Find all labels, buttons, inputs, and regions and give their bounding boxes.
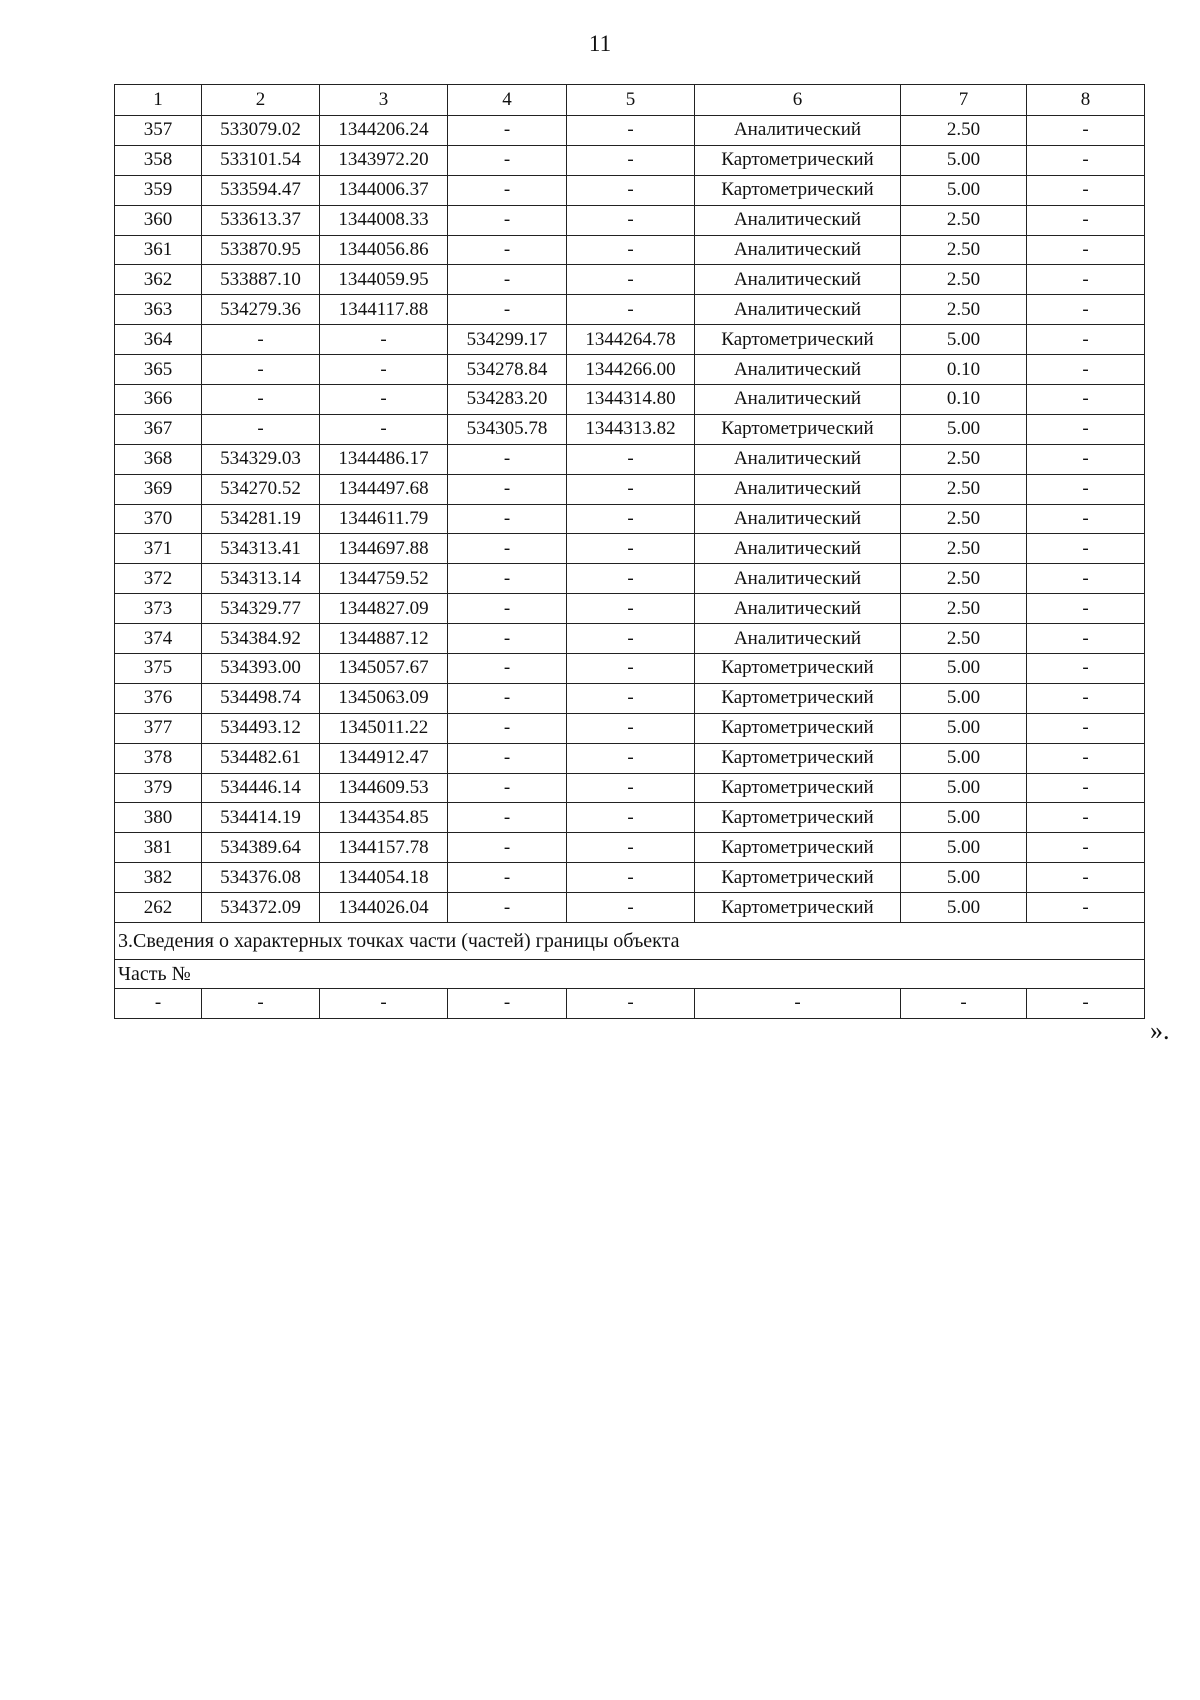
table-row (115, 743, 1145, 773)
table-cell: 2.50 (901, 205, 1027, 235)
table-cell: - (448, 116, 567, 146)
table-cell: - (1027, 683, 1145, 713)
table-cell: - (448, 235, 567, 265)
table-cell: Картометрический (695, 803, 901, 833)
table-cell: 1344827.09 (320, 594, 448, 624)
table-cell: 1344266.00 (567, 355, 695, 385)
table-row (115, 116, 1145, 146)
table-cell: 534279.36 (202, 295, 320, 325)
table-cell: - (448, 893, 567, 923)
table-cell: 0.10 (901, 385, 1027, 415)
header-cell: 1 (115, 85, 202, 116)
table-row (115, 474, 1145, 504)
table-cell: 534329.03 (202, 444, 320, 474)
table-cell: 2.50 (901, 624, 1027, 654)
table-cell: 1344314.80 (567, 385, 695, 415)
table-cell: - (202, 989, 320, 1019)
table-cell: 1344026.04 (320, 893, 448, 923)
table-cell: - (448, 564, 567, 594)
table-cell: 357 (115, 116, 202, 146)
table-row (115, 145, 1145, 175)
table-cell: 2.50 (901, 295, 1027, 325)
table-cell: Аналитический (695, 385, 901, 415)
header-cell: 7 (901, 85, 1027, 116)
table-cell: 1344264.78 (567, 325, 695, 355)
table-cell: - (567, 205, 695, 235)
table-cell: - (448, 863, 567, 893)
table-cell: - (567, 773, 695, 803)
table-row (115, 325, 1145, 355)
table-cell: - (320, 414, 448, 444)
table-cell: - (567, 295, 695, 325)
table-cell: - (202, 414, 320, 444)
table-cell: - (320, 355, 448, 385)
table-cell: - (320, 385, 448, 415)
table-cell: Картометрический (695, 175, 901, 205)
table-cell: 375 (115, 654, 202, 684)
table-cell: 534278.84 (448, 355, 567, 385)
table-cell: 534270.52 (202, 474, 320, 504)
table-cell: Аналитический (695, 504, 901, 534)
table-cell: - (567, 713, 695, 743)
table-cell: - (1027, 833, 1145, 863)
table-cell: - (567, 863, 695, 893)
table-cell: 1344697.88 (320, 534, 448, 564)
table-cell: 534313.41 (202, 534, 320, 564)
table-cell: - (1027, 355, 1145, 385)
table-cell: 5.00 (901, 863, 1027, 893)
table-cell: - (1027, 265, 1145, 295)
table-cell: - (567, 594, 695, 624)
header-row (115, 85, 1145, 116)
table-cell: - (567, 474, 695, 504)
table-cell: 372 (115, 564, 202, 594)
page-number: 11 (588, 31, 612, 56)
table-cell: - (1027, 803, 1145, 833)
table-cell: - (1027, 594, 1145, 624)
table-cell: - (448, 175, 567, 205)
table-cell: 2.50 (901, 594, 1027, 624)
table-cell: - (448, 624, 567, 654)
table-cell: - (448, 833, 567, 863)
part-row (115, 989, 1145, 1019)
table-cell: 1344759.52 (320, 564, 448, 594)
table-cell: 369 (115, 474, 202, 504)
table-cell: 377 (115, 713, 202, 743)
table-row (115, 863, 1145, 893)
table-row (115, 564, 1145, 594)
table-row (115, 414, 1145, 444)
table-cell: - (1027, 175, 1145, 205)
table-cell: - (1027, 863, 1145, 893)
table-row (115, 773, 1145, 803)
table-cell: Аналитический (695, 444, 901, 474)
table-cell: Аналитический (695, 564, 901, 594)
section-title: 3.Сведения о характерных точках части (частей) границы объекта (115, 923, 1145, 960)
table-cell: 5.00 (901, 414, 1027, 444)
table-cell: 533079.02 (202, 116, 320, 146)
table-cell: 374 (115, 624, 202, 654)
table-cell: - (567, 116, 695, 146)
table-cell: 533870.95 (202, 235, 320, 265)
table-cell: Аналитический (695, 235, 901, 265)
table-cell: - (567, 564, 695, 594)
table-row (115, 624, 1145, 654)
table-cell: - (567, 989, 695, 1019)
table-cell: - (320, 325, 448, 355)
table-cell: - (567, 803, 695, 833)
table-cell: - (1027, 235, 1145, 265)
table-cell: Аналитический (695, 295, 901, 325)
table-cell: 534498.74 (202, 683, 320, 713)
table-cell: 380 (115, 803, 202, 833)
table-cell: 534376.08 (202, 863, 320, 893)
table-cell: 370 (115, 504, 202, 534)
table-cell: - (448, 683, 567, 713)
table-cell: 533101.54 (202, 145, 320, 175)
table-body (115, 85, 1145, 1019)
table-cell: - (1027, 743, 1145, 773)
table-cell: 5.00 (901, 713, 1027, 743)
header-cell: 6 (695, 85, 901, 116)
table-cell: - (567, 145, 695, 175)
table-cell: - (1027, 893, 1145, 923)
table-cell: Картометрический (695, 145, 901, 175)
table-cell: 534372.09 (202, 893, 320, 923)
table-cell: 1344354.85 (320, 803, 448, 833)
table-cell: - (1027, 145, 1145, 175)
table-cell: - (1027, 295, 1145, 325)
table-cell: - (1027, 325, 1145, 355)
table-cell: - (448, 594, 567, 624)
header-cell: 8 (1027, 85, 1145, 116)
table-row (115, 683, 1145, 713)
table-cell: 364 (115, 325, 202, 355)
table-cell: Картометрический (695, 654, 901, 684)
table-cell: 2.50 (901, 235, 1027, 265)
table-cell: - (567, 683, 695, 713)
table-cell: - (448, 743, 567, 773)
table-cell: 1344206.24 (320, 116, 448, 146)
header-cell: 3 (320, 85, 448, 116)
table-cell: 534493.12 (202, 713, 320, 743)
table-cell: Картометрический (695, 713, 901, 743)
table-cell: 379 (115, 773, 202, 803)
table-cell: 2.50 (901, 265, 1027, 295)
table-cell: - (567, 444, 695, 474)
table-cell: 1343972.20 (320, 145, 448, 175)
table-cell: - (1027, 989, 1145, 1019)
table-cell: 2.50 (901, 444, 1027, 474)
table-cell: 358 (115, 145, 202, 175)
table-cell: - (448, 265, 567, 295)
table-cell: Аналитический (695, 594, 901, 624)
table-cell: 368 (115, 444, 202, 474)
table-cell: 1345011.22 (320, 713, 448, 743)
table-row (115, 295, 1145, 325)
table-cell: Аналитический (695, 624, 901, 654)
table-cell: 534446.14 (202, 773, 320, 803)
table-cell: 5.00 (901, 145, 1027, 175)
table-cell: 367 (115, 414, 202, 444)
table-cell: 533594.47 (202, 175, 320, 205)
table-cell: - (1027, 713, 1145, 743)
table-cell: 534281.19 (202, 504, 320, 534)
table-cell: 2.50 (901, 534, 1027, 564)
table-row (115, 205, 1145, 235)
table-cell: 1344887.12 (320, 624, 448, 654)
table-row (115, 385, 1145, 415)
table-cell: - (901, 989, 1027, 1019)
table-row (115, 265, 1145, 295)
table-row (115, 713, 1145, 743)
table-cell: - (567, 504, 695, 534)
table-cell: 366 (115, 385, 202, 415)
table-cell: Аналитический (695, 265, 901, 295)
table-cell: 2.50 (901, 564, 1027, 594)
table-cell: 5.00 (901, 654, 1027, 684)
table-cell: 1344313.82 (567, 414, 695, 444)
table-cell: Картометрический (695, 683, 901, 713)
table-cell: 534393.00 (202, 654, 320, 684)
table-cell: - (567, 654, 695, 684)
table-cell: 381 (115, 833, 202, 863)
table-cell: 1344059.95 (320, 265, 448, 295)
table-cell: - (567, 833, 695, 863)
table-cell: - (448, 504, 567, 534)
table-cell: - (567, 893, 695, 923)
closing-quote: ». (1150, 1016, 1170, 1045)
table-cell: Аналитический (695, 116, 901, 146)
table-cell: - (448, 773, 567, 803)
table-cell: Картометрический (695, 325, 901, 355)
table-cell: 1344611.79 (320, 504, 448, 534)
table-cell: - (567, 175, 695, 205)
table-cell: 1344054.18 (320, 863, 448, 893)
table-cell: 5.00 (901, 683, 1027, 713)
table-cell: Картометрический (695, 773, 901, 803)
table-cell: 359 (115, 175, 202, 205)
table-cell: 382 (115, 863, 202, 893)
table-row (115, 833, 1145, 863)
table-cell: 5.00 (901, 833, 1027, 863)
table-cell: - (202, 355, 320, 385)
table-cell: 5.00 (901, 175, 1027, 205)
table-cell: - (1027, 624, 1145, 654)
table-cell: 5.00 (901, 773, 1027, 803)
table-cell: - (1027, 654, 1145, 684)
table-cell: 533887.10 (202, 265, 320, 295)
table-cell: Картометрический (695, 893, 901, 923)
table-cell: 534384.92 (202, 624, 320, 654)
table-cell: 1344117.88 (320, 295, 448, 325)
table-cell: 1344008.33 (320, 205, 448, 235)
table-cell: 534329.77 (202, 594, 320, 624)
table-cell: - (1027, 205, 1145, 235)
table-cell: 5.00 (901, 325, 1027, 355)
header-cell: 5 (567, 85, 695, 116)
table-cell: 373 (115, 594, 202, 624)
table-cell: - (448, 713, 567, 743)
table-row (115, 594, 1145, 624)
table-cell: 378 (115, 743, 202, 773)
table-cell: - (567, 624, 695, 654)
table-cell: Картометрический (695, 743, 901, 773)
table-row (115, 235, 1145, 265)
table-cell: - (448, 295, 567, 325)
table-cell: - (567, 743, 695, 773)
table-cell: 1345057.67 (320, 654, 448, 684)
table-cell: - (448, 444, 567, 474)
table-cell: 1344912.47 (320, 743, 448, 773)
table-cell: - (448, 534, 567, 564)
table-row (115, 654, 1145, 684)
table-cell: - (567, 265, 695, 295)
table-cell: 534482.61 (202, 743, 320, 773)
table-cell: 2.50 (901, 504, 1027, 534)
table-cell: - (1027, 385, 1145, 415)
table-cell: 1344157.78 (320, 833, 448, 863)
table-cell: - (1027, 116, 1145, 146)
table-cell: - (448, 205, 567, 235)
header-cell: 4 (448, 85, 567, 116)
table-cell: 5.00 (901, 743, 1027, 773)
table-cell: Картометрический (695, 414, 901, 444)
table-cell: - (1027, 564, 1145, 594)
table-cell: - (1027, 504, 1145, 534)
table-cell: - (1027, 773, 1145, 803)
table-row (115, 893, 1145, 923)
table-cell: - (567, 235, 695, 265)
table-cell: Аналитический (695, 205, 901, 235)
table-row (115, 534, 1145, 564)
table-cell: 1344497.68 (320, 474, 448, 504)
table-cell: 534313.14 (202, 564, 320, 594)
table-cell: Картометрический (695, 863, 901, 893)
table-cell: - (448, 803, 567, 833)
table-cell: - (202, 385, 320, 415)
table-cell: - (202, 325, 320, 355)
table-row (115, 444, 1145, 474)
table-cell: - (567, 534, 695, 564)
part-label-row (115, 960, 1145, 989)
table-cell: - (1027, 474, 1145, 504)
table-cell: 262 (115, 893, 202, 923)
table-cell: 534305.78 (448, 414, 567, 444)
table-cell: 362 (115, 265, 202, 295)
table-cell: 376 (115, 683, 202, 713)
table-cell: 534299.17 (448, 325, 567, 355)
table-cell: Аналитический (695, 355, 901, 385)
table-cell: - (320, 989, 448, 1019)
table-cell: 361 (115, 235, 202, 265)
table-cell: Картометрический (695, 833, 901, 863)
table-cell: - (115, 989, 202, 1019)
table-cell: 363 (115, 295, 202, 325)
table-cell: 0.10 (901, 355, 1027, 385)
table-row (115, 504, 1145, 534)
table-cell: 1345063.09 (320, 683, 448, 713)
table-cell: 1344006.37 (320, 175, 448, 205)
table-cell: 2.50 (901, 116, 1027, 146)
table-cell: - (448, 654, 567, 684)
table-cell: 534283.20 (448, 385, 567, 415)
table-cell: 371 (115, 534, 202, 564)
table-cell: - (1027, 414, 1145, 444)
table-cell: 534414.19 (202, 803, 320, 833)
table-cell: 5.00 (901, 893, 1027, 923)
table-row (115, 803, 1145, 833)
table-cell: 1344056.86 (320, 235, 448, 265)
table-cell: 5.00 (901, 803, 1027, 833)
table-cell: - (448, 989, 567, 1019)
table-cell: Аналитический (695, 534, 901, 564)
table-cell: 2.50 (901, 474, 1027, 504)
table-cell: Аналитический (695, 474, 901, 504)
header-cell: 2 (202, 85, 320, 116)
table-row (115, 355, 1145, 385)
table-cell: 533613.37 (202, 205, 320, 235)
table-cell: 1344486.17 (320, 444, 448, 474)
part-label: Часть № (115, 960, 1145, 989)
table-cell: - (448, 474, 567, 504)
table-cell: 360 (115, 205, 202, 235)
coordinates-table (114, 84, 1145, 1019)
table-cell: 365 (115, 355, 202, 385)
table-cell: - (448, 145, 567, 175)
table-cell: 534389.64 (202, 833, 320, 863)
table-cell: - (1027, 444, 1145, 474)
table-cell: - (1027, 534, 1145, 564)
table-cell: - (695, 989, 901, 1019)
coordinates-table-container (114, 84, 1145, 1019)
section-title-row (115, 923, 1145, 960)
table-row (115, 175, 1145, 205)
table-cell: 1344609.53 (320, 773, 448, 803)
